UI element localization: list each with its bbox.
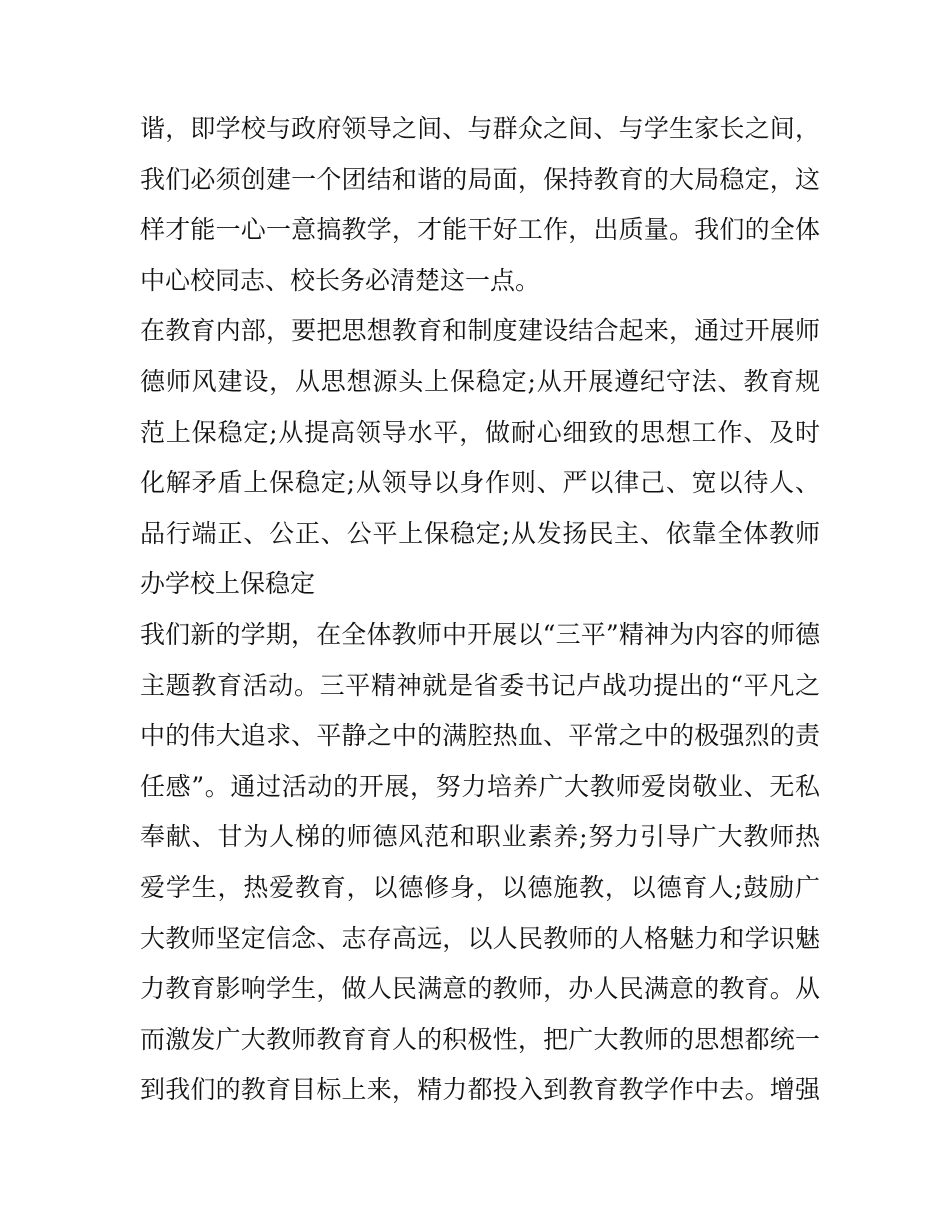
text-line: 到我们的教育目标上来，精力都投入到教育教学作中去。增强 [140,1075,820,1105]
body-text [140,104,820,1116]
text-line: 德师风建设，从思想源头上保稳定;从开展遵纪守法、教育规 [140,366,820,396]
text-line: 样才能一心一意搞教学，才能干好工作，出质量。我们的全体 [140,215,820,245]
text-line: 任感”。通过活动的开展，努力培养广大教师爱岗敬业、无私 [140,771,820,801]
text-line: 中的伟大追求、平静之中的满腔热血、平常之中的极强烈的责 [140,721,820,751]
text-line: 中心校同志、校长务必清楚这一点。 [140,265,541,295]
text-line: 大教师坚定信念、志存高远，以人民教师的人格魅力和学识魅 [140,923,820,953]
text-line: 爱学生，热爱教育，以德修身，以德施教，以德育人;鼓励广 [140,872,820,902]
text-line: 而激发广大教师教育育人的积极性，把广大教师的思想都统一 [140,1024,820,1054]
text-line: 在教育内部，要把思想教育和制度建设结合起来，通过开展师 [140,316,820,346]
text-line: 奉献、甘为人梯的师德风范和职业素养;努力引导广大教师热 [140,822,820,852]
text-line: 力教育影响学生，做人民满意的教师，办人民满意的教育。从 [140,974,820,1004]
text-line: 我们新的学期，在全体教师中开展以“三平”精神为内容的师德 [140,619,820,649]
text-line: 谐，即学校与政府领导之间、与群众之间、与学生家长之间， [140,114,820,143]
text-line: 品行端正、公正、公平上保稳定;从发扬民主、依靠全体教师 [140,518,820,548]
text-line: 范上保稳定;从提高领导水平，做耐心细致的思想工作、及时 [140,417,820,447]
text-line: 我们必须创建一个团结和谐的局面，保持教育的大局稳定，这 [140,164,820,194]
text-line: 化解矛盾上保稳定;从领导以身作则、严以律己、宽以待人、 [140,468,820,498]
text-line: 办学校上保稳定 [140,569,316,599]
text-line: 主题教育活动。三平精神就是省委书记卢战功提出的“平凡之 [140,670,820,700]
